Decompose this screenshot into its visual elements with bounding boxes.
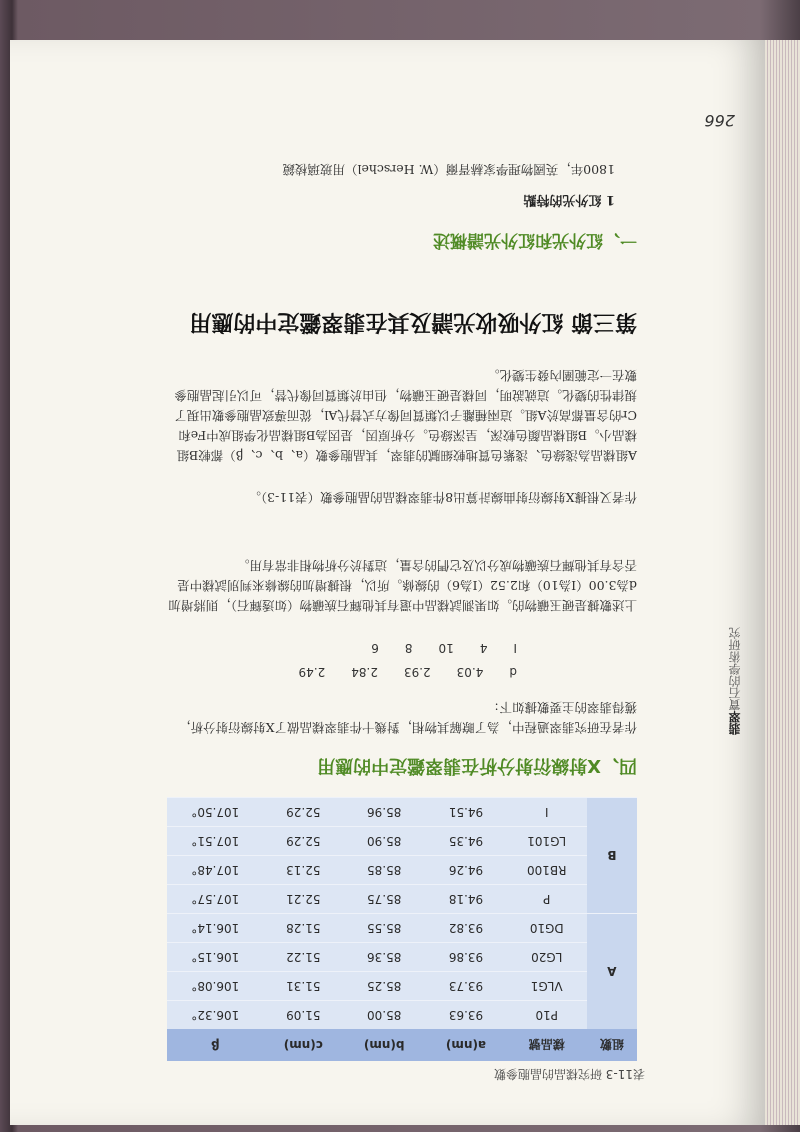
table-cell: 93.63 — [425, 1001, 506, 1030]
page-content-rotated — [10, 40, 765, 1125]
table-cell: P — [507, 885, 587, 914]
table-cell: 85.25 — [343, 972, 425, 1001]
table-cell: 107.50° — [167, 798, 264, 827]
table-row — [167, 943, 637, 972]
book-page — [10, 40, 765, 1125]
table-row — [167, 885, 637, 914]
table-cell: 106.08° — [167, 972, 264, 1001]
i-value: 8 — [404, 641, 413, 655]
table-cell: 106.32° — [167, 1001, 264, 1030]
table-row — [167, 1001, 637, 1030]
table-cell: 85.00 — [343, 1001, 425, 1030]
point-title: 1 紅外光的特點 — [523, 192, 615, 207]
table-cell: 85.36 — [343, 943, 425, 972]
table-cell: RB100 — [507, 856, 587, 885]
table-cell: 93.73 — [425, 972, 506, 1001]
table-cell: VLG1 — [507, 972, 587, 1001]
d-label: d — [509, 665, 517, 679]
page-number: 266 — [704, 111, 735, 130]
d-value: 2.49 — [298, 665, 326, 679]
d-value: 2.93 — [403, 665, 431, 679]
header-beta: β — [167, 1029, 264, 1061]
table-cell: 52.13 — [264, 856, 343, 885]
header-a: a(nm) — [425, 1029, 506, 1061]
table-cell: 51.22 — [264, 943, 343, 972]
table-cell: 106.15° — [167, 943, 264, 972]
table-cell: 85.75 — [343, 885, 425, 914]
i-value: 10 — [438, 641, 454, 655]
table-cell: 107.48° — [167, 856, 264, 885]
table-cell: 106.14° — [167, 914, 264, 943]
table-cell: 51.09 — [264, 1001, 343, 1030]
table-cell: LG101 — [507, 827, 587, 856]
table-header-row — [167, 1029, 637, 1061]
table-cell: 107.57° — [167, 885, 264, 914]
i-value: 6 — [371, 641, 379, 655]
group-label-b: B — [587, 798, 637, 914]
table-cell: 85.55 — [343, 914, 425, 943]
subsection-heading: 一、紅外光和紅外光譜概述 — [433, 230, 637, 250]
table-row — [167, 972, 637, 1001]
table-cell: 94.51 — [425, 798, 506, 827]
table-cell: 51.31 — [264, 972, 343, 1001]
table-cell: 94.26 — [425, 856, 506, 885]
table-cell: 85.85 — [343, 856, 425, 885]
chapter-title: 第三節 紅外吸收光譜及其在翡翠鑑定中的應用 — [189, 309, 637, 335]
lattice-parameter-table — [167, 797, 637, 1061]
side-tab — [728, 627, 750, 735]
section-heading-xrd: 四、X射線衍射分析在翡翠鑑定中的應用 — [317, 755, 637, 776]
side-tab-text: 寶石的學術研究 — [728, 627, 742, 711]
d-value: 4.03 — [456, 665, 484, 679]
table-row — [167, 914, 637, 943]
header-group: 組數 — [587, 1029, 637, 1061]
i-value: 4 — [479, 641, 488, 655]
table-cell: 52.29 — [264, 827, 343, 856]
paragraph: 作者又根據X射線衍射曲線計算出8件翡翠樣品的晶胞參數（表11-3）。 — [248, 490, 637, 505]
table-row — [167, 827, 637, 856]
table-cell: 107.51° — [167, 827, 264, 856]
table-caption: 表11-3 研究樣品的晶胞參數 — [493, 1067, 645, 1081]
paragraph: A組樣品為淺綠色、淺紫色質地較細膩的翡翠，其晶胞參數（a、b、c、β）都較B組樣品小。B組樣品顏色較深，呈深綠色。分析原因，是因為B組樣品化學組成中Fe和Cr的含量都高於A組。這兩種離子以類質同像方式替代Al，從而導致晶胞參數出現了規律性的變化。這就說明，同樣是硬玉礦物，但由於類質同像代替，可以引起晶胞參數在一定範圍內發生變化。 — [174, 368, 637, 463]
paragraph: 1800年，英國物理學家赫胥爾（W. Herschel）用玻璃棱鏡 — [282, 162, 615, 177]
table-cell: DG10 — [507, 914, 587, 943]
xrd-data — [287, 631, 637, 679]
table-cell: 52.29 — [264, 798, 343, 827]
i-values-row — [287, 631, 637, 655]
d-values-row — [287, 655, 637, 679]
table-cell: 94.35 — [425, 827, 506, 856]
header-sample: 樣品號 — [507, 1029, 587, 1061]
header-b: b(nm) — [343, 1029, 425, 1061]
table-cell: 52.21 — [264, 885, 343, 914]
header-c: c(nm) — [264, 1029, 343, 1061]
table-cell: 51.28 — [264, 914, 343, 943]
table-cell: P10 — [507, 1001, 587, 1030]
i-label: I — [513, 641, 517, 655]
side-tab-bold: 翡翠 — [728, 711, 742, 735]
table-cell: LG20 — [507, 943, 587, 972]
paragraph: 上述數據是硬玉礦物的。如果測試樣品中還有其他輝石族礦物（如透輝石），則將增加d為3.00（I為10）和2.52（I為6）的線條。所以，根據增加的線條來判別試樣中是否含有其他輝石族礦物成分以及它們的含量，這對於分析物相非常有用。 — [168, 558, 637, 613]
table-cell: 93.86 — [425, 943, 506, 972]
table-row — [167, 798, 637, 827]
table-cell: 93.82 — [425, 914, 506, 943]
table-row — [167, 856, 637, 885]
table-cell: 94.18 — [425, 885, 506, 914]
group-label-a: A — [587, 914, 637, 1030]
table-cell: 85.96 — [343, 798, 425, 827]
paragraph: 作者在研究翡翠過程中，為了瞭解其物相，對幾十件翡翠樣品做了X射線衍射分析，獲得翡翠的主要數據如下： — [178, 700, 637, 735]
table-cell: 85.90 — [343, 827, 425, 856]
page-stack-edge — [765, 40, 800, 1125]
table-cell: I — [507, 798, 587, 827]
d-value: 2.84 — [351, 665, 378, 679]
